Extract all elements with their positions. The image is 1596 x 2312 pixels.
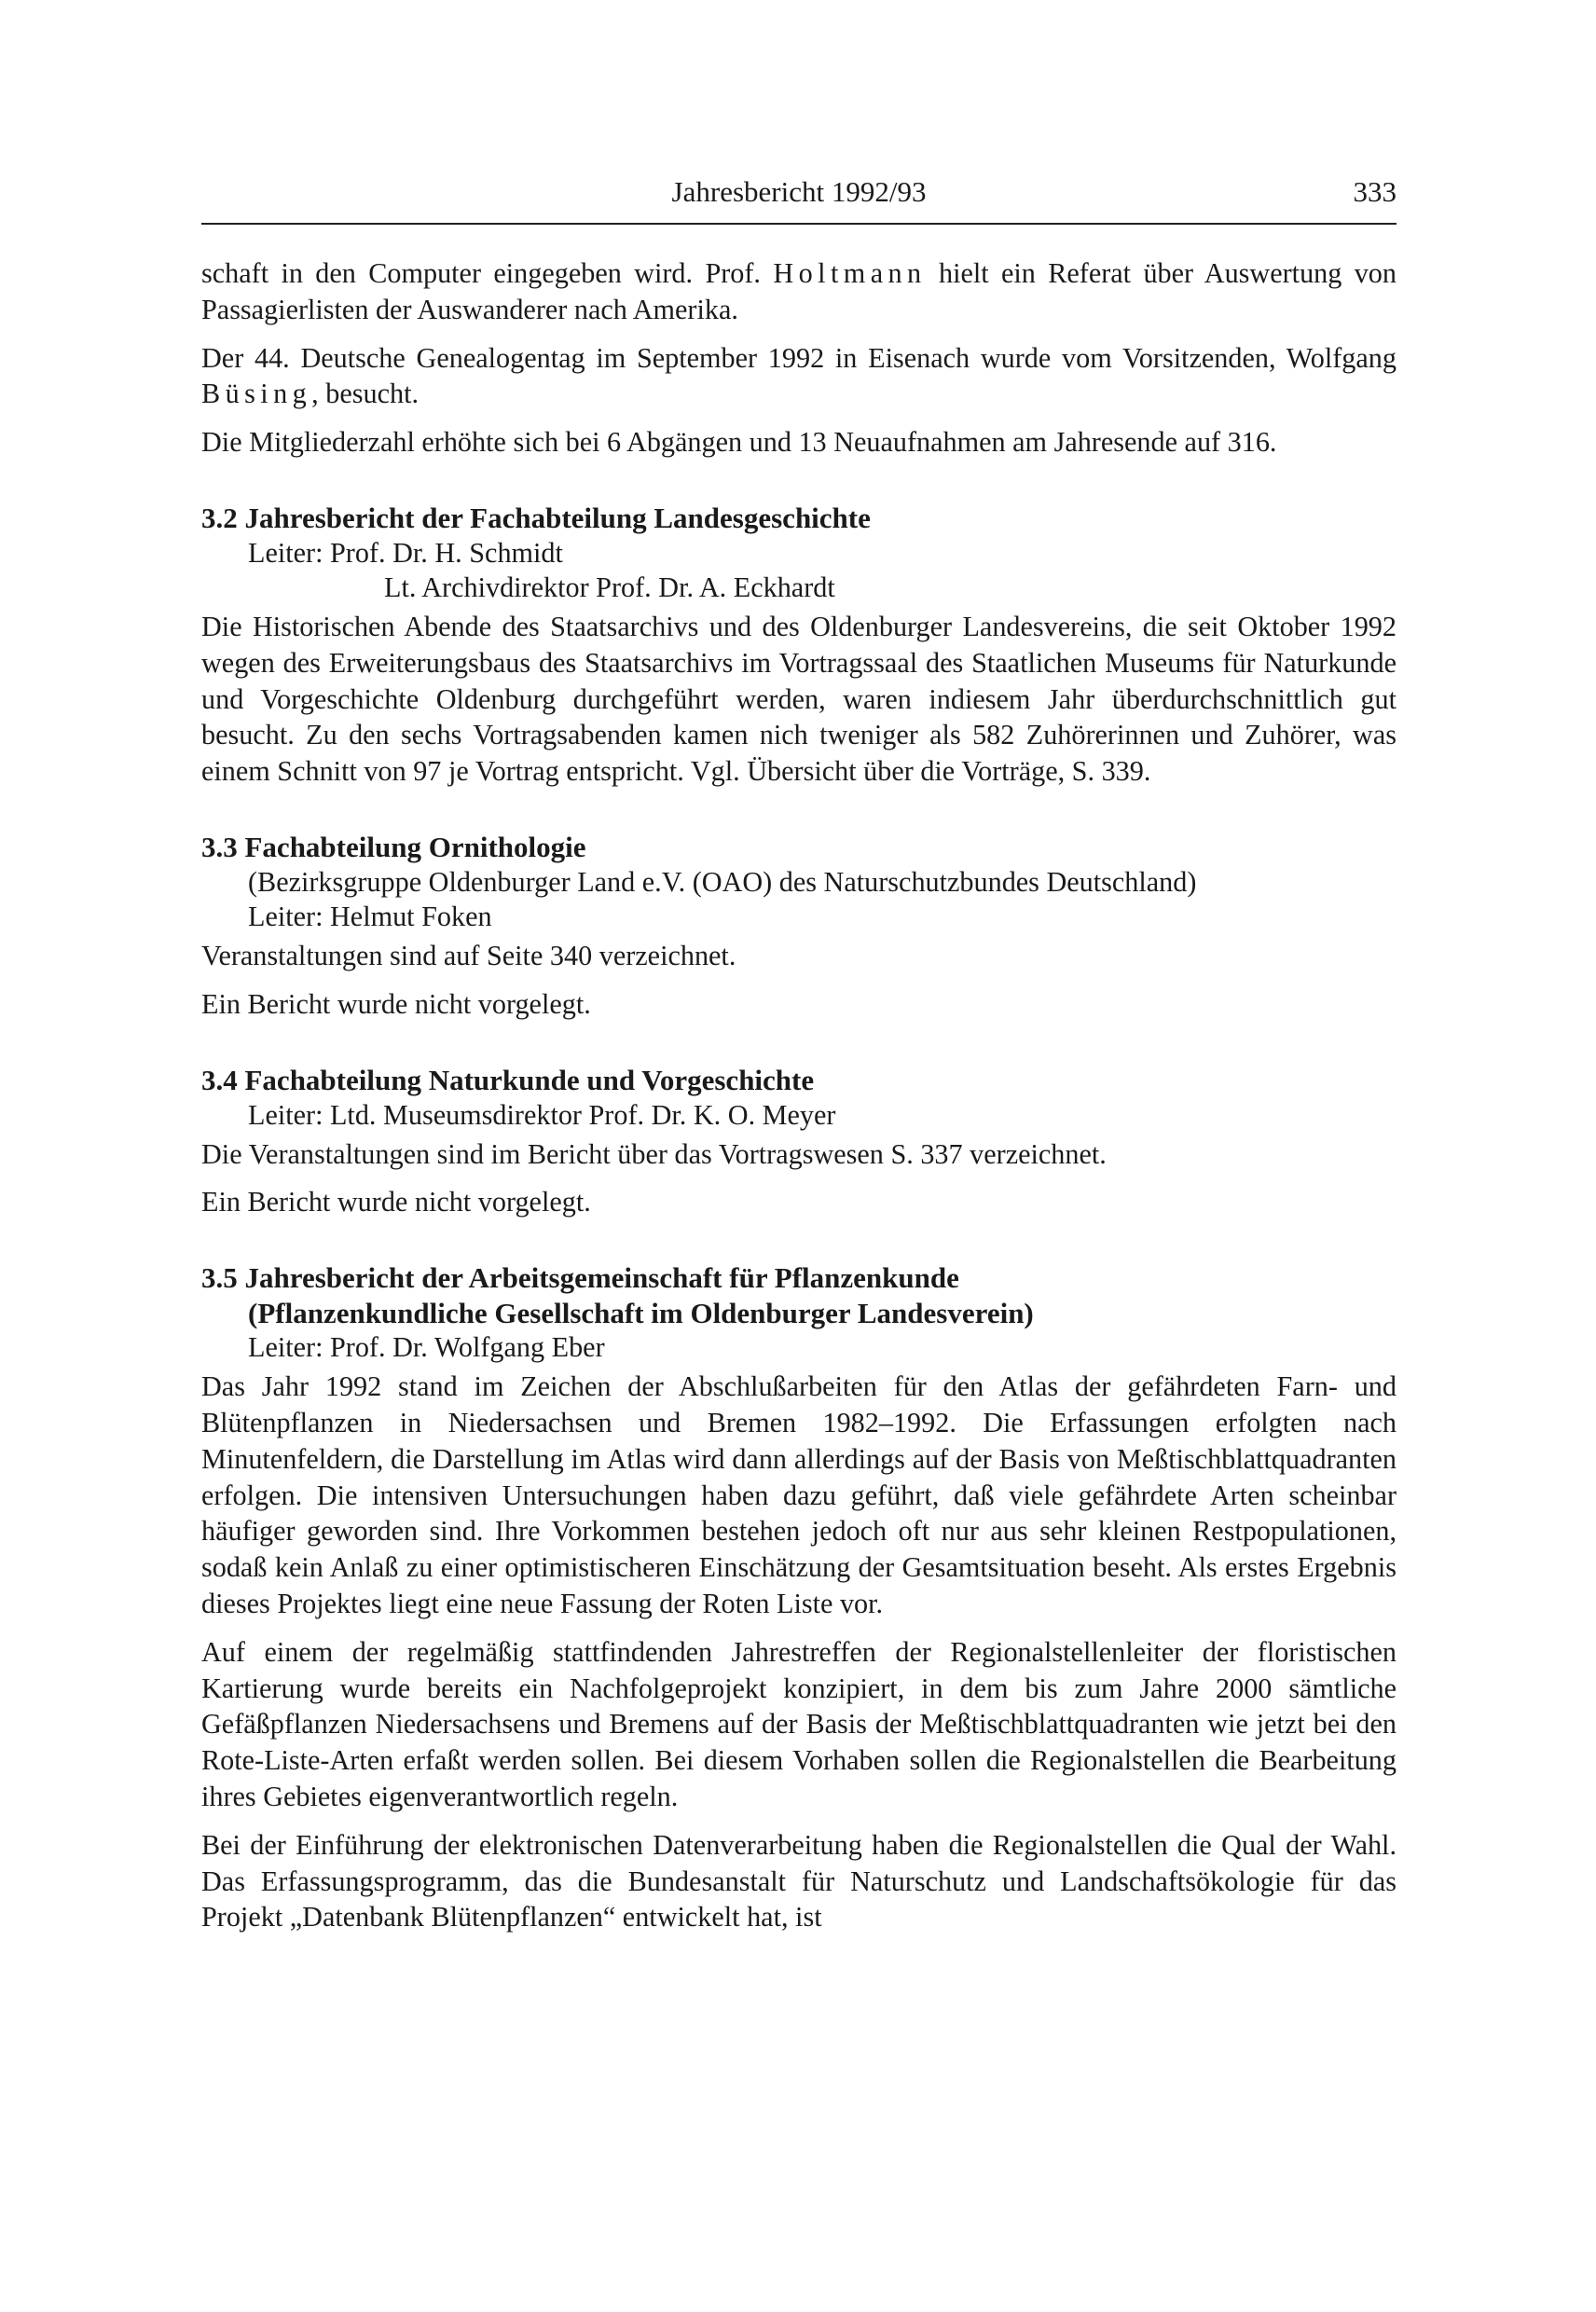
section-3-2 [201, 500, 1396, 790]
section-paragraph: Das Jahr 1992 stand im Zeichen der Abschlußarbeiten für den Atlas der gefährdeten Farn- und Blütenpflanzen in Niedersachsen und Bremen 1982–1992. Die Erfassungen erfolgten nach Minutenfeldern, die Darstellung im Atlas wird dann allerdings auf der Basis von Meßtischblattquadranten erfolgen. Die intensiven Untersuchungen haben dazu geführt, daß viele gefährdete Arten scheinbar häufiger geworden sind. Ihre Vorkommen bestehen jedoch oft nur aus sehr kleinen Restpopulationen, sodaß kein Anlaß zu einer optimistischeren Einschätzung der Gesamtsituation beseht. Als erstes Ergebnis dieses Projektes liegt eine neue Fassung der Roten Liste vor. [201, 1370, 1396, 1619]
intro-p2-text-a: Der 44. Deutsche Genealogentag im September 1992 in Eisenach wurde vom Vorsitzenden, Wolfgang [201, 341, 1396, 374]
section-heading-2: (Pflanzenkundliche Gesellschaft im Oldenburger Landesverein) [248, 1297, 1034, 1330]
intro-p2-text-b: , besucht. [311, 378, 420, 410]
section-leader: Leiter: Prof. Dr. Wolfgang Eber [248, 1331, 605, 1364]
section-heading: 3.3 Fachabteilung Ornithologie [201, 830, 586, 863]
intro-paragraph-1 [201, 255, 1396, 328]
intro-p1-text-a: schaft in den Computer eingegeben wird. Prof. [201, 257, 761, 289]
body-text [201, 255, 1396, 1935]
header-rule [201, 223, 1396, 225]
section-subtitle: (Bezirksgruppe Oldenburger Land e.V. (OAO) des Naturschutzbundes Deutschland) [248, 865, 1197, 898]
section-leader: Leiter: Prof. Dr. H. Schmidt [248, 536, 563, 569]
section-leader: Leiter: Ltd. Museumsdirektor Prof. Dr. K. O. Meyer [248, 1098, 836, 1131]
person-name-buesing: Büsing [201, 378, 312, 410]
section-paragraph: Bei der Einführung der elektronischen Datenverarbeitung haben die Regionalstellen die Qual der Wahl. Das Erfassungsprogramm, das die Bundesanstalt für Naturschutz und Landschaftsökologie für das Projekt „Datenbank Blütenpflanzen“ entwickelt hat, ist [201, 1828, 1396, 1934]
running-header [201, 173, 1396, 222]
section-paragraph: Veranstaltungen sind auf Seite 340 verzeichnet. [201, 939, 736, 971]
intro-paragraph-3: Die Mitgliederzahl erhöhte sich bei 6 Abgängen und 13 Neuaufnahmen am Jahresende auf 316. [201, 426, 1277, 459]
section-leader-2: Lt. Archivdirektor Prof. Dr. A. Eckhardt [384, 571, 835, 603]
section-paragraph: Auf einem der regelmäßig stattfindenden Jahrestreffen der Regionalstellenleiter der floristischen Kartierung wurde bereits ein Nachfolgeprojekt konzipiert, in dem bis zum Jahre 2000 sämtliche Gefäßpflanzen Niedersachsens und Bremens auf der Basis der Meßtischblattquadranten wie jetzt bei den Rote-Liste-Arten erfaßt werden sollen. Bei diesem Vorhaben sollen die Regionalstellen die Bearbeitung ihres Gebietes eigenverantwortlich regeln. [201, 1635, 1396, 1812]
header-title: Jahresbericht 1992/93 [671, 175, 927, 208]
section-paragraph: Ein Bericht wurde nicht vorgelegt. [201, 1186, 591, 1218]
section-3-5 [201, 1259, 1396, 1935]
section-paragraph: Die Historischen Abende des Staatsarchivs und des Oldenburger Landesvereins, die seit Oktober 1992 wegen des Erweiterungsbaus des Staatsarchivs im Vortragssaal des Staatlichen Museums für Naturkunde und Vorgeschichte Oldenburg durchgeführt werden, waren indiesem Jahr überdurchschnittlich gut besucht. Zu den sechs Vortragsabenden kamen nich tweniger als 582 Zuhörerinnen und Zuhörer, was einem Schnitt von 97 je Vortrag entspricht. Vgl. Übersicht über die Vorträge, S. 339. [201, 610, 1396, 788]
intro-paragraph-2 [201, 340, 1396, 413]
intro-p1-text-b: hielt ein Referat über Auswertung von Passagierlisten der Auswanderer nach Amerika. [201, 257, 1396, 325]
section-3-4 [201, 1062, 1396, 1221]
page-number: 333 [1353, 175, 1396, 208]
person-name-holtmann: Holtmann [773, 257, 927, 289]
section-heading: 3.5 Jahresbericht der Arbeitsgemeinschaft für Pflanzenkunde [201, 1261, 959, 1295]
section-paragraph: Ein Bericht wurde nicht vorgelegt. [201, 987, 591, 1020]
section-heading: 3.2 Jahresbericht der Fachabteilung Landesgeschichte [201, 501, 871, 534]
section-leader: Leiter: Helmut Foken [248, 900, 492, 932]
section-heading: 3.4 Fachabteilung Naturkunde und Vorgeschichte [201, 1063, 815, 1096]
section-paragraph: Die Veranstaltungen sind im Bericht über das Vortragswesen S. 337 verzeichnet. [201, 1137, 1107, 1170]
section-3-3 [201, 829, 1396, 1023]
